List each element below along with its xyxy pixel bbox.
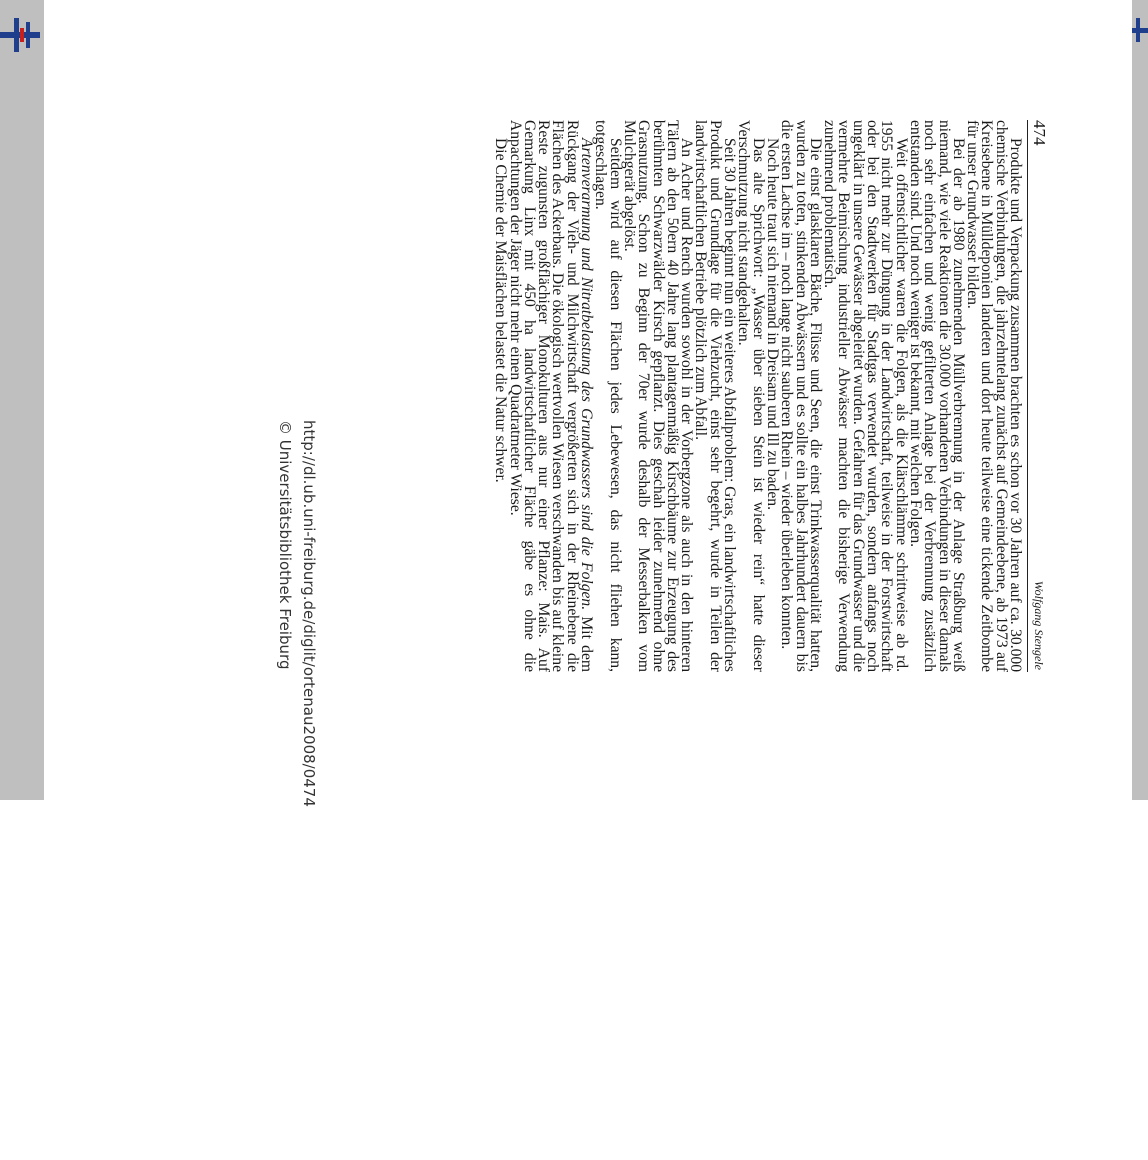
page-number: 474 xyxy=(1030,120,1049,146)
library-logo-partial-icon xyxy=(1132,18,1148,42)
paragraph: Produkte und Verpackung zusammen brachten es schon vor 30 Jahren auf ca. 30.000 chemische Verbindungen, die jahrzehntelang zunächst auf Gemeindeebene, ab 1973 auf Kreisebene in Mülldeponien landeten und dort heute teilweise eine tickende Zeitbombe für unser Grundwasser bilden. xyxy=(964,120,1024,672)
paragraph: Die Chemie der Maisflächen belastet die Natur schwer. xyxy=(492,138,510,483)
left-margin-strip xyxy=(0,0,44,800)
running-head-author: Wolfgang Stengele xyxy=(1032,580,1046,670)
italic-lead: Artenverarmung und Nitratbelastung des Grundwassers sind die Folgen. xyxy=(578,138,596,611)
paragraph-italic-lead xyxy=(506,120,596,672)
paragraph: An Acher und Rench wurden sowohl in der Vorbergzone als auch in den hinteren Tälern ab den 50ern 40 Jahre lang plantagenmäßig Kirschbäume zur Erzeugung des berühmten Schwarzwälder Kirsch gepflanzt. Dies geschah leider zunehmend ohne Grasnutzung. Schon zu Beginn der 70er wurde deshalb der Messerbalken vom Mulchgerät abgelöst. xyxy=(620,120,696,672)
paragraph: Bei der ab 1980 zunehmenden Müllverbrennung in der Anlage Straßburg weiß niemand, wie viele Reaktionen die 30.000 vorhandenen Verbindungen in dieser damals noch sehr einfachen und wenig gefilterten Anlage bei der Verbrennung zusätzlich entstanden sind. Und noch weniger ist bekannt, mit welchen Folgen. xyxy=(906,120,967,672)
library-logo-icon xyxy=(0,18,40,52)
paragraph: Weit offensichtlicher waren die Folgen, als die Klärschlämme schrittweise ab rd. 1955 nicht mehr zur Düngung in der Landwirtschaft, teilweise in der Forstwirtschaft oder bei den Stadtwerken für Stadtgas verwendet wurden, sondern anfangs noch ungeklärt in unsere Gewässer abgeleitet wurden. Gefahren für das Grundwasser und die vermehrte Beimischung industrieller Abwässer machten die bisherige Verwendung zunehmend problematisch. xyxy=(821,120,910,672)
paragraph: Seitdem wird auf diesen Flächen jedes Lebewesen, das nicht fliehen kann, totgeschlagen. xyxy=(592,120,624,672)
page-header xyxy=(1027,120,1048,672)
right-margin-strip xyxy=(1132,0,1148,800)
paragraph: Das alte Sprichwort: „Wasser über sieben Stein ist wieder rein“ hatte dieser Verschmutzung nicht standgehalten. xyxy=(735,120,767,672)
paragraph: Seit 30 Jahren beginnt nun ein weiteres Abfallproblem: Gras, ein landwirtschaftliches Produkt und Grundlage für die Viehzucht, einst sehr begehrt, wurde in Teilen der landwirtschaftlichen Betriebe plötzlich zum Abfall. xyxy=(692,120,739,672)
paragraph: Noch heute traut sich niemand in Dreisam und Ill zu baden. xyxy=(763,138,781,510)
footer-copyright: © Universitätsbibliothek Freiburg xyxy=(276,420,294,670)
paragraph: Die einst glasklaren Bäche, Flüsse und Seen, die einst Trinkwasserqualität hatten, wurden zu toten, stinkenden Abwässern und es sollte ein halbes Jahrhundert dauern bis die ersten Lachse im – noch lange nicht sauberen Rhein – wieder überleben konnten. xyxy=(778,120,824,672)
paragraph-continuation: Mit dem Rückgang der Vieh- und Milchwirtschaft vergrößerten sich in der Rheinebene die Flächen des Ackerbaus. Die ökologisch wertvollen Wiesen verschwanden bis auf kleine Reste zugunsten großflächiger Monokulturen aus nur einer Pflanze: Mais. Auf Gemarkung Linx mit 450 ha landwirtschaftlicher Fläche gäbe es ohne die Anpachtungen der Jäger nicht mehr einen Quadratmeter Wiese. xyxy=(506,120,596,672)
scanned-page xyxy=(148,120,1048,672)
body-text xyxy=(493,120,1022,672)
footer-url[interactable]: http://dl.ub.uni-freiburg.de/diglit/ortenau2008/0474 xyxy=(300,420,318,807)
